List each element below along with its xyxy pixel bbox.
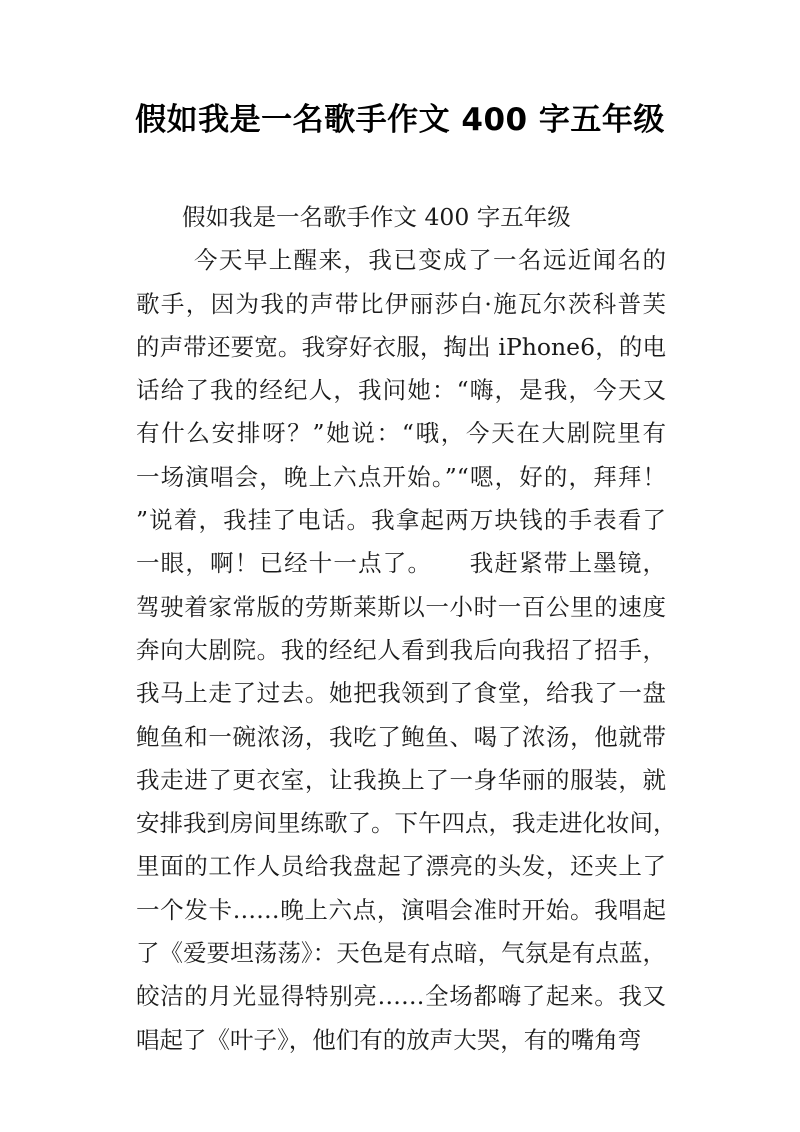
body-line: 歌手，因为我的声带比伊丽莎白·施瓦尔茨科普芙 (136, 289, 666, 318)
body-line: 皎洁的月光显得特别亮……全场都嗨了起来。我又 (136, 982, 666, 1011)
body-line: 了《爱要坦荡荡》：天色是有点暗，气氛是有点蓝， (136, 939, 666, 968)
body-line: 安排我到房间里练歌了。下午四点，我走进化妆间， (136, 809, 677, 838)
body-line: 一眼，啊！已经十一点了。 我赶紧带上墨镜， (136, 549, 666, 578)
body-line: 一个发卡……晚上六点，演唱会准时开始。我唱起 (136, 895, 666, 924)
body-line: 一场演唱会，晚上六点开始。”“嗯，好的，拜拜！ (136, 462, 666, 491)
body-line: 有什么安排呀？”她说：“哦，今天在大剧院里有 (136, 419, 666, 448)
body-line: 我走进了更衣室，让我换上了一身华丽的服装，就 (136, 765, 666, 794)
body-line: 今天早上醒来，我已变成了一名远近闻名的 (194, 246, 666, 275)
body-line: 里面的工作人员给我盘起了漂亮的头发，还夹上了 (136, 852, 666, 881)
document-title: 假如我是一名歌手作文 400 字五年级 (135, 102, 665, 138)
document-body (136, 196, 677, 1062)
body-line: 我马上走了过去。她把我领到了食堂，给我了一盘 (136, 679, 666, 708)
body-line: 唱起了《叶子》，他们有的放声大哭，有的嘴角弯 (136, 1025, 642, 1054)
body-line: 驾驶着家常版的劳斯莱斯以一小时一百公里的速度 (136, 592, 666, 621)
body-line: 话给了我的经纪人，我问她：“嗨，是我，今天又 (136, 376, 666, 405)
body-line: 的声带还要宽。我穿好衣服，掏出 iPhone6，的电 (136, 332, 666, 361)
body-line: 鲍鱼和一碗浓汤，我吃了鲍鱼、喝了浓汤，他就带 (136, 722, 666, 751)
document-subtitle: 假如我是一名歌手作文 400 字五年级 (182, 203, 571, 231)
body-line: 奔向大剧院。我的经纪人看到我后向我招了招手， (136, 635, 666, 664)
body-line: ”说着，我挂了电话。我拿起两万块钱的手表看了 (136, 506, 666, 535)
